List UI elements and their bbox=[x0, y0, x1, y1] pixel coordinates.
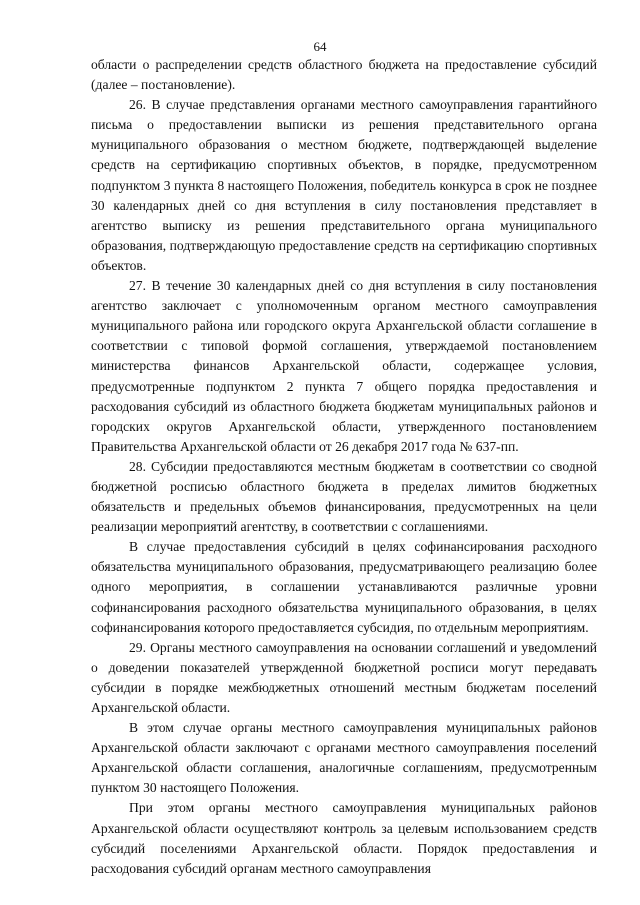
paragraph-26: 26. В случае представления органами местного самоуправления гарантийного письма о предоставлении выписки из решения представительного органа муниципального образования о местном бюджете, подтверждающей выделение средств на сертификацию спортивных объектов, в порядке, предусмотренном подпунктом 3 пункта 8 настоящего Положения, победитель конкурса в срок не позднее 30 календарных дней со дня вступления в силу постановления представляет в агентство выписку из решения представительного органа муниципального образования, подтверждающую предоставление средств на сертификацию спортивных объектов. bbox=[91, 97, 597, 273]
paragraph-28-cofinancing: В случае предоставления субсидий в целях софинансирования расходного обязательства муниципального образования, предусматривающего реализацию более одного мероприятия, в соглашении устанавливаются различные уровни софинансирования расходного обязательства муниципального образования, в целях софинансирования которого предоставляется субсидия, по отдельным мероприятиям. bbox=[91, 539, 597, 635]
paragraph-29-agreements: В этом случае органы местного самоуправления муниципальных районов Архангельской области заключают с органами местного самоуправления поселений Архангельской области соглашения, аналогичные соглашениям, предусмотренным пунктом 30 настоящего Положения. bbox=[91, 720, 597, 796]
paragraph-27: 27. В течение 30 календарных дней со дня вступления в силу постановления агентство заключает с уполномоченным органом местного самоуправления муниципального района или городского округа Архангельской области соглашение в соответствии с типовой формой соглашения, утверждаемой постановлением министерства финансов Архангельской области, содержащее условия, предусмотренные подпунктом 2 пункта 7 общего порядка предоставления и расходования субсидий из областного бюджета бюджетам муниципальных районов и городских округов Архангельской области, утвержденного постановлением Правительства Архангельской области от 26 декабря 2017 года № 637-пп. bbox=[91, 278, 597, 454]
paragraph-29-control: При этом органы местного самоуправления муниципальных районов Архангельской области осуществляют контроль за целевым использованием средств субсидий поселениями Архангельской области. Порядок предоставления и расходования субсидий органам местного самоуправления bbox=[91, 800, 597, 876]
paragraph-29: 29. Органы местного самоуправления на основании соглашений и уведомлений о доведении показателей утвержденной бюджетной росписи могут передавать субсидии в порядке межбюджетных отношений местным бюджетам поселений Архангельской области. bbox=[91, 639, 597, 715]
document-body bbox=[91, 55, 597, 879]
paragraph-28: 28. Субсидии предоставляются местным бюджетам в соответствии со сводной бюджетной росписью областного бюджета в пределах лимитов бюджетных обязательств и предельных объемов финансирования, предусмотренных на цели реализации мероприятий агентству, в соответствии с соглашениями. bbox=[91, 458, 597, 535]
page-number: 64 bbox=[313, 39, 327, 54]
paragraph-continuation: области о распределении средств областного бюджета на предоставление субсидий (далее – постановление). bbox=[91, 57, 597, 93]
